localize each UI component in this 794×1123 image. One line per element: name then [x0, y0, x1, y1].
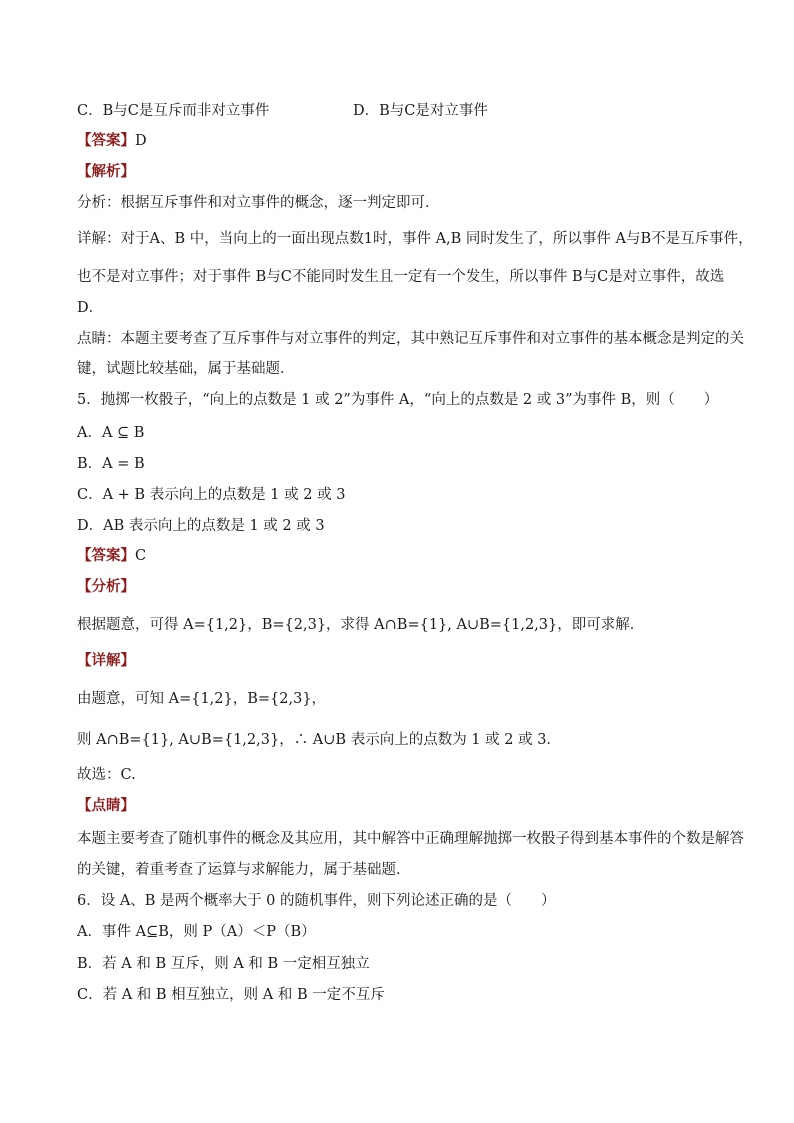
question-6: 6．设 A、B 是两个概率大于 0 的随机事件，则下列论述正确的是（ ）	[77, 893, 556, 909]
answer-line-2	[77, 546, 724, 566]
answer-value-2: C	[135, 548, 147, 564]
analysis-text-2: 根据题意，可得 A={1,2}，B={2,3}，求得 A∩B={1}, A∪B={1,2,3}，即可求解．	[77, 617, 645, 633]
analysis-tag: 【解析】	[77, 163, 135, 180]
q5-option-a: A．A ⊆ B	[77, 425, 145, 441]
comment-line-1: 本题主要考查了随机事件的概念及其应用，其中解答中正确理解抛掷一枚骰子得到基本事件的个数是解答	[77, 831, 744, 847]
comment-text-1: 点睛：本题主要考查了互斥事件与对立事件的判定，其中熟记互斥事件和对立事件的基本概念是判定的关	[77, 331, 744, 347]
option-d-line: D．B与C是对立事件	[353, 103, 488, 119]
detail-line-1: 由题意，可知 A={1,2}，B={2,3}，	[77, 691, 327, 707]
detail-text-3: D．	[77, 300, 104, 316]
question-5: 5．抛掷一枚骰子，“向上的点数是 1 或 2”为事件 A，“向上的点数是 2 或 3”为事件 B，则（ ）	[77, 392, 719, 408]
answer-value: D	[135, 133, 147, 149]
detail-tag: 【详解】	[77, 652, 135, 669]
q6-option-a: A．事件 A⊆B，则 P（A）＜P（B）	[77, 924, 316, 940]
answer-tag: 【答案】	[77, 132, 135, 149]
detail-line-2: 则 A∩B={1}, A∪B={1,2,3}，∴ A∪B 表示向上的点数为 1 或 2 或 3．	[77, 732, 561, 748]
q5-option-d: D．AB 表示向上的点数是 1 或 2 或 3	[77, 518, 325, 534]
analysis-tag-2: 【分析】	[77, 578, 135, 595]
q5-option-b: B．A = B	[77, 456, 145, 472]
detail-text-2: 也不是对立事件；对于事件 B与C不能同时发生且一定有一个发生，所以事件 B与C是对立事件，故选	[77, 269, 725, 285]
comment-tag: 【点睛】	[77, 797, 135, 814]
choice-line: 故选：C.	[77, 767, 136, 783]
answer-line-1	[77, 131, 724, 151]
detail-text-1: 详解：对于A、B 中，当向上的一面出现点数1时，事件 A,B 同时发生了，所以事件 A与B不是互斥事件，	[77, 231, 753, 247]
analysis-text: 分析：根据互斥事件和对立事件的概念，逐一判定即可．	[77, 195, 440, 211]
comment-line-2: 的关键，着重考查了运算与求解能力，属于基础题．	[77, 862, 411, 878]
q6-option-b: B．若 A 和 B 互斥，则 A 和 B 一定相互独立	[77, 956, 370, 972]
comment-text-2: 键，试题比较基础，属于基础题．	[77, 361, 295, 377]
option-c-line: C．B与C是互斥而非对立事件	[77, 103, 270, 119]
q5-option-c: C．A + B 表示向上的点数是 1 或 2 或 3	[77, 487, 346, 503]
answer-tag-2: 【答案】	[77, 547, 135, 564]
q6-option-c: C．若 A 和 B 相互独立，则 A 和 B 一定不互斥	[77, 987, 385, 1003]
